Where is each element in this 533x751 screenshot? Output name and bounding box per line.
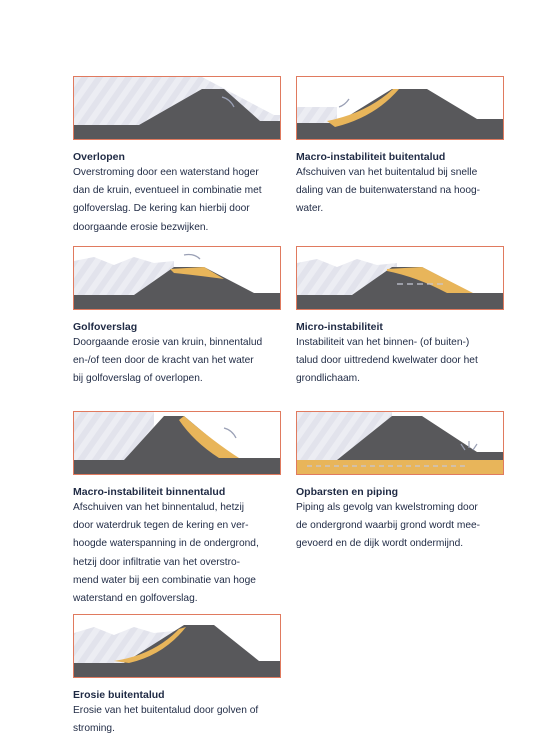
item-description: Erosie van het buitentalud door golven of stroming. [73, 705, 259, 735]
item-macro-instabiliteit-buitentalud [296, 76, 506, 219]
item-description: Afschuiven van het buitentalud bij snelle daling van de buitenwaterstand na hoog- water. [296, 167, 481, 215]
slide-arrow-icon [224, 428, 236, 438]
item-macro-instabiliteit-binnentalud [73, 411, 283, 608]
item-title: Overlopen [73, 151, 125, 163]
slide-arrow-icon [339, 99, 349, 107]
overtopping-arrow-icon [184, 255, 200, 260]
item-description: Piping als gevolg van kwelstroming door de ondergrond waarbij grond wordt mee- gevoerd en de dijk wordt ondermijnd. [296, 502, 481, 550]
dike-illustration-golfoverslag [73, 246, 281, 310]
dike-illustration-overlopen [73, 76, 281, 140]
dike-illustration-erosie [73, 614, 281, 678]
sand-layer-shape [297, 460, 503, 474]
dike-illustration-piping [296, 411, 504, 475]
item-title: Macro-instabiliteit binnentalud [73, 486, 226, 498]
item-opbarsten-en-piping [296, 411, 506, 554]
item-erosie-buitentalud [73, 614, 283, 738]
item-description: Overstroming door een waterstand hoger dan de kruin, eventueel in combinatie met golfoverslag. De kering kan hierbij door doorgaande erosie bezwijken. [73, 167, 262, 233]
item-description: Instabiliteit van het binnen- (of buiten-) talud door uittredend kwelwater door het grondlichaam. [296, 337, 478, 385]
dike-illustration-macro-buitentalud [296, 76, 504, 140]
item-golfoverslag [73, 246, 283, 389]
item-description: Afschuiven van het binnentalud, hetzij door waterdruk tegen de kering en ver- hoogde waterspanning in de ondergrond, hetzij door infiltratie van het overstro- mend water bij een combinatie van hoge waterstand en golfoverslag. [73, 502, 259, 605]
item-title: Opbarsten en piping [296, 486, 399, 498]
item-overlopen [73, 76, 283, 237]
item-title: Micro-instabiliteit [296, 321, 383, 333]
item-title: Macro-instabiliteit buitentalud [296, 151, 446, 163]
item-description: Doorgaande erosie van kruin, binnentalud en-/of teen door de kracht van het water bij golfoverslag of overlopen. [73, 337, 263, 385]
dike-illustration-micro [296, 246, 504, 310]
item-micro-instabiliteit [296, 246, 506, 389]
item-title: Erosie buitentalud [73, 689, 165, 701]
item-title: Golfoverslag [73, 321, 138, 333]
dike-illustration-macro-binnentalud [73, 411, 281, 475]
